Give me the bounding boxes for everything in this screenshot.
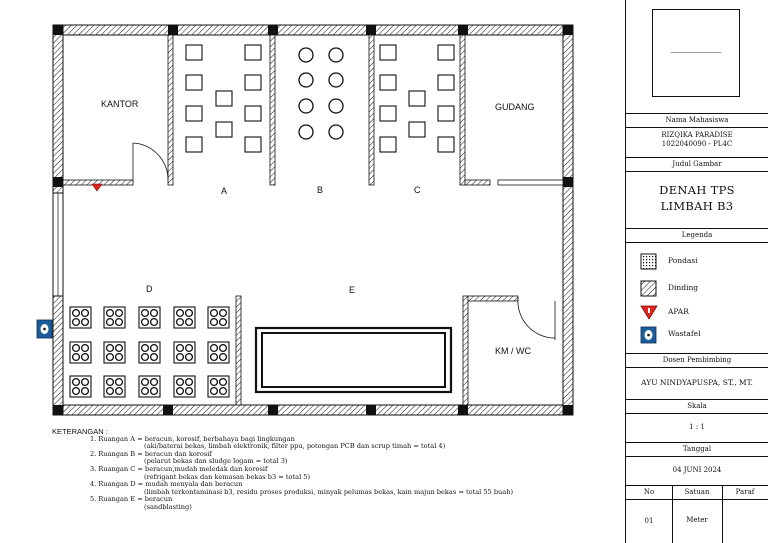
tanggal-value: 04 JUNI 2024 <box>672 466 722 474</box>
room-label-d: D <box>146 284 153 294</box>
room-a-storage <box>186 45 261 152</box>
legend-label: APAR <box>668 307 689 316</box>
row-satuan: Meter <box>686 516 708 524</box>
room-label-a: A <box>221 186 228 196</box>
note-item: 4. Ruangan D = mudah menyala dan beracun <box>90 480 243 489</box>
room-label-kmwc: KM / WC <box>495 346 531 356</box>
col-satuan: Satuan <box>684 488 710 496</box>
row-no: 01 <box>644 517 654 525</box>
logo-frame <box>652 9 740 97</box>
note-detail: (sandblasting) <box>144 502 192 511</box>
dosen-label: Dosen Pembimbing <box>662 356 732 364</box>
skala-label: Skala <box>687 402 707 410</box>
legend-label: Wastafel <box>668 329 701 338</box>
wastafel-icon <box>640 326 658 344</box>
note-item: 5. Ruangan E = beracun <box>90 495 173 504</box>
dinding-icon <box>640 280 658 298</box>
judul-line2: LIMBAH B3 <box>660 199 734 213</box>
note-detail: (pelarut bekas dan sludge logam = total 3) <box>144 457 288 466</box>
dosen-name: AYU NINDYAPUSPA, ST., MT. <box>641 378 753 387</box>
note-item: 2. Ruangan B = beracun dan korosif <box>90 449 212 458</box>
note-item: 3. Ruangan C = beracun,mudah meledak dan korosif <box>90 464 268 473</box>
skala-value: 1 : 1 <box>689 423 705 431</box>
note-item: 1. Ruangan A = beracun, korosif, berbahaya bagi lingkungan <box>90 434 295 443</box>
note-detail: (refrigant bekas dan kemasan bekas b3 = total 5) <box>144 472 311 481</box>
note-detail: (aki/baterai bekas, limbah elektronik, filter ppu, potongan PCB dan scrup timah = total 4) <box>144 442 446 451</box>
tanggal-label: Tanggal <box>682 445 712 453</box>
apar-icon <box>92 184 102 191</box>
nim: 1022040090 - PL4C <box>661 140 733 148</box>
logo-line <box>671 52 721 53</box>
judul-line1: DENAH TPS <box>659 183 735 197</box>
col-no: No <box>643 488 655 496</box>
nama-mahasiswa: RIZQIKA PARADISE <box>661 131 733 139</box>
note-detail: (limbah terkontaminasi b3, residu proses produksi, minyak pelumas bekas, kain majun bekas = total 55 buah) <box>144 487 514 496</box>
room-label-e: E <box>349 285 356 295</box>
room-label-b: B <box>317 185 324 195</box>
apar-icon <box>640 304 658 322</box>
legend-label: Dinding <box>668 283 699 292</box>
room-c-storage <box>380 45 454 152</box>
keterangan-title: KETERANGAN : <box>52 427 108 436</box>
room-label-c: C <box>414 185 421 195</box>
col-paraf: Paraf <box>735 488 755 496</box>
room-b-drums <box>299 48 343 139</box>
room-e-area <box>256 328 451 392</box>
wastafel-icon <box>37 320 52 338</box>
legenda-label: Legenda <box>681 231 713 239</box>
pondasi-icon <box>640 253 658 271</box>
nama-label: Nama Mahasiswa <box>665 116 729 124</box>
keterangan-notes <box>52 428 622 512</box>
doors <box>133 143 555 340</box>
title-block <box>625 0 768 543</box>
room-label-gudang: GUDANG <box>495 102 535 112</box>
room-d-pallets <box>70 307 229 397</box>
judul-label: Judul Gambar <box>672 160 722 168</box>
legend-label: Pondasi <box>668 256 698 265</box>
room-label-kantor: KANTOR <box>101 99 139 109</box>
